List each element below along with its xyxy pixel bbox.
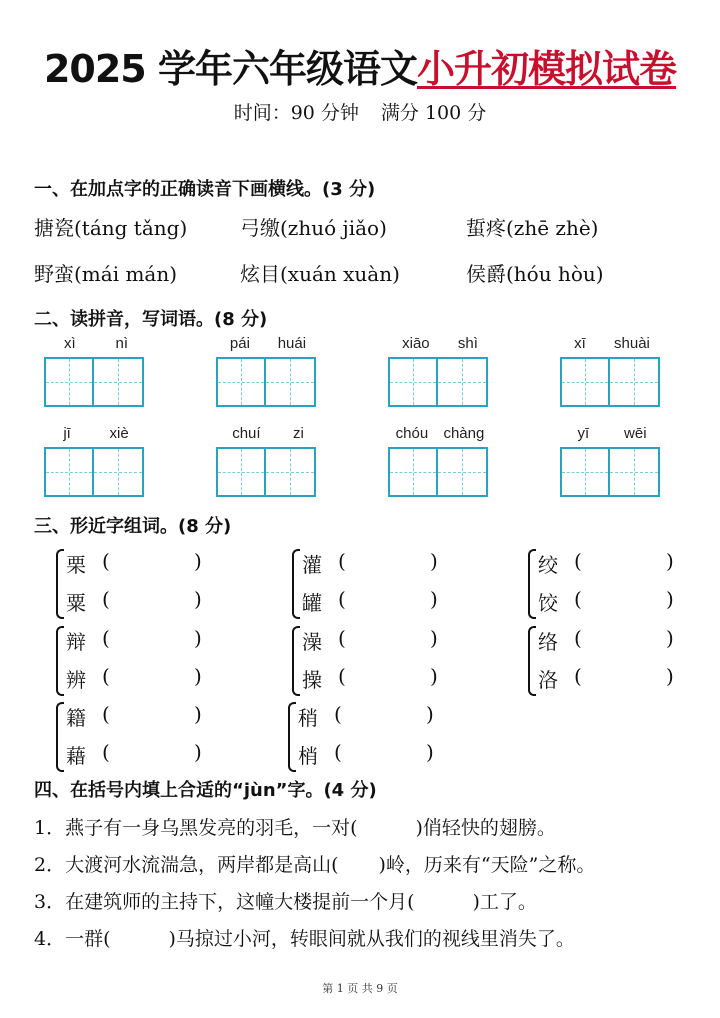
pronunciation-item: 搪瓷(táng tǎng): [34, 216, 188, 240]
pronunciation-item: 侯爵(hóu hòu): [466, 262, 604, 286]
brace: [292, 626, 300, 696]
writing-cell[interactable]: [44, 447, 94, 497]
pinyin-writing-box: pái huái: [216, 335, 320, 407]
pinyin-writing-box: chuí zi: [216, 425, 320, 497]
similar-char-pair: 栗 ( ) 粟 ( ): [60, 545, 210, 619]
pinyin-writing-box: xī shuài: [560, 335, 664, 407]
writing-cell[interactable]: [266, 447, 316, 497]
writing-cell[interactable]: [216, 357, 266, 407]
similar-char-pair: 绞 ( ) 饺 ( ): [532, 545, 682, 619]
exam-info: [0, 98, 720, 125]
similar-char-pair: 辩 ( ) 辨 ( ): [60, 622, 210, 696]
writing-cell[interactable]: [266, 357, 316, 407]
writing-cell[interactable]: [44, 357, 94, 407]
pronunciation-item: 蜇疼(zhē zhè): [466, 216, 599, 240]
brace: [56, 626, 64, 696]
section3-heading: 三、形近字组词。(8 分): [34, 516, 232, 537]
writing-cell[interactable]: [560, 357, 610, 407]
similar-char-pair: 澡 ( ) 操 ( ): [296, 622, 446, 696]
writing-cell[interactable]: [438, 357, 488, 407]
writing-cell[interactable]: [216, 447, 266, 497]
pronunciation-item: 弓缴(zhuó jiǎo): [240, 216, 387, 240]
section2-heading: 二、读拼音，写词语。(8 分): [34, 309, 268, 330]
brace: [288, 702, 296, 772]
brace: [56, 702, 64, 772]
section4-heading: 四、在括号内填上合适的“jùn”字。(4 分): [34, 780, 377, 801]
brace: [292, 549, 300, 619]
pinyin-writing-box: xì nì: [44, 335, 148, 407]
fill-question: 3．在建筑师的主持下，这幢大楼提前一个月( )工了。: [34, 891, 537, 913]
pinyin-writing-box: chóu chàng: [388, 425, 492, 497]
writing-cell[interactable]: [560, 447, 610, 497]
pronunciation-item: 野蛮(mái mán): [34, 262, 178, 286]
writing-cell[interactable]: [610, 357, 660, 407]
similar-char-pair: 络 ( ) 洛 ( ): [532, 622, 682, 696]
pronunciation-item: 炫目(xuán xuàn): [240, 262, 400, 286]
pinyin-writing-box: jī xiè: [44, 425, 148, 497]
similar-char-pair: 灌 ( ) 罐 ( ): [296, 545, 446, 619]
brace: [528, 549, 536, 619]
pinyin-writing-box: xiāo shì: [388, 335, 492, 407]
page-title: [0, 38, 720, 93]
similar-char-pair: 籍 ( ) 藉 ( ): [60, 698, 210, 772]
writing-cell[interactable]: [94, 447, 144, 497]
similar-char-pair: 稍 ( ) 梢 ( ): [292, 698, 442, 772]
fill-question: 1．燕子有一身乌黑发亮的羽毛，一对( )俏轻快的翅膀。: [34, 817, 556, 839]
writing-cell[interactable]: [388, 357, 438, 407]
score-label: 满分 100 分: [380, 102, 487, 124]
writing-cell[interactable]: [610, 447, 660, 497]
page-footer: 第 1 页 共 9 页: [322, 982, 398, 995]
brace: [56, 549, 64, 619]
section1-heading: 一、在加点字的正确读音下画横线。(3 分): [34, 179, 376, 200]
pinyin-writing-box: yī wēi: [560, 425, 664, 497]
title-highlight: 小升初模拟试卷: [416, 47, 676, 91]
writing-cell[interactable]: [94, 357, 144, 407]
time-label: 时间：90 分钟: [233, 102, 359, 124]
writing-cell[interactable]: [388, 447, 438, 497]
writing-cell[interactable]: [438, 447, 488, 497]
brace: [528, 626, 536, 696]
title-main: 2025 学年六年级语文: [43, 47, 417, 91]
fill-question: 4．一群( )马掠过小河，转眼间就从我们的视线里消失了。: [34, 928, 575, 950]
fill-question: 2．大渡河水流湍急，两岸都是高山( )岭，历来有“天险”之称。: [34, 854, 596, 876]
